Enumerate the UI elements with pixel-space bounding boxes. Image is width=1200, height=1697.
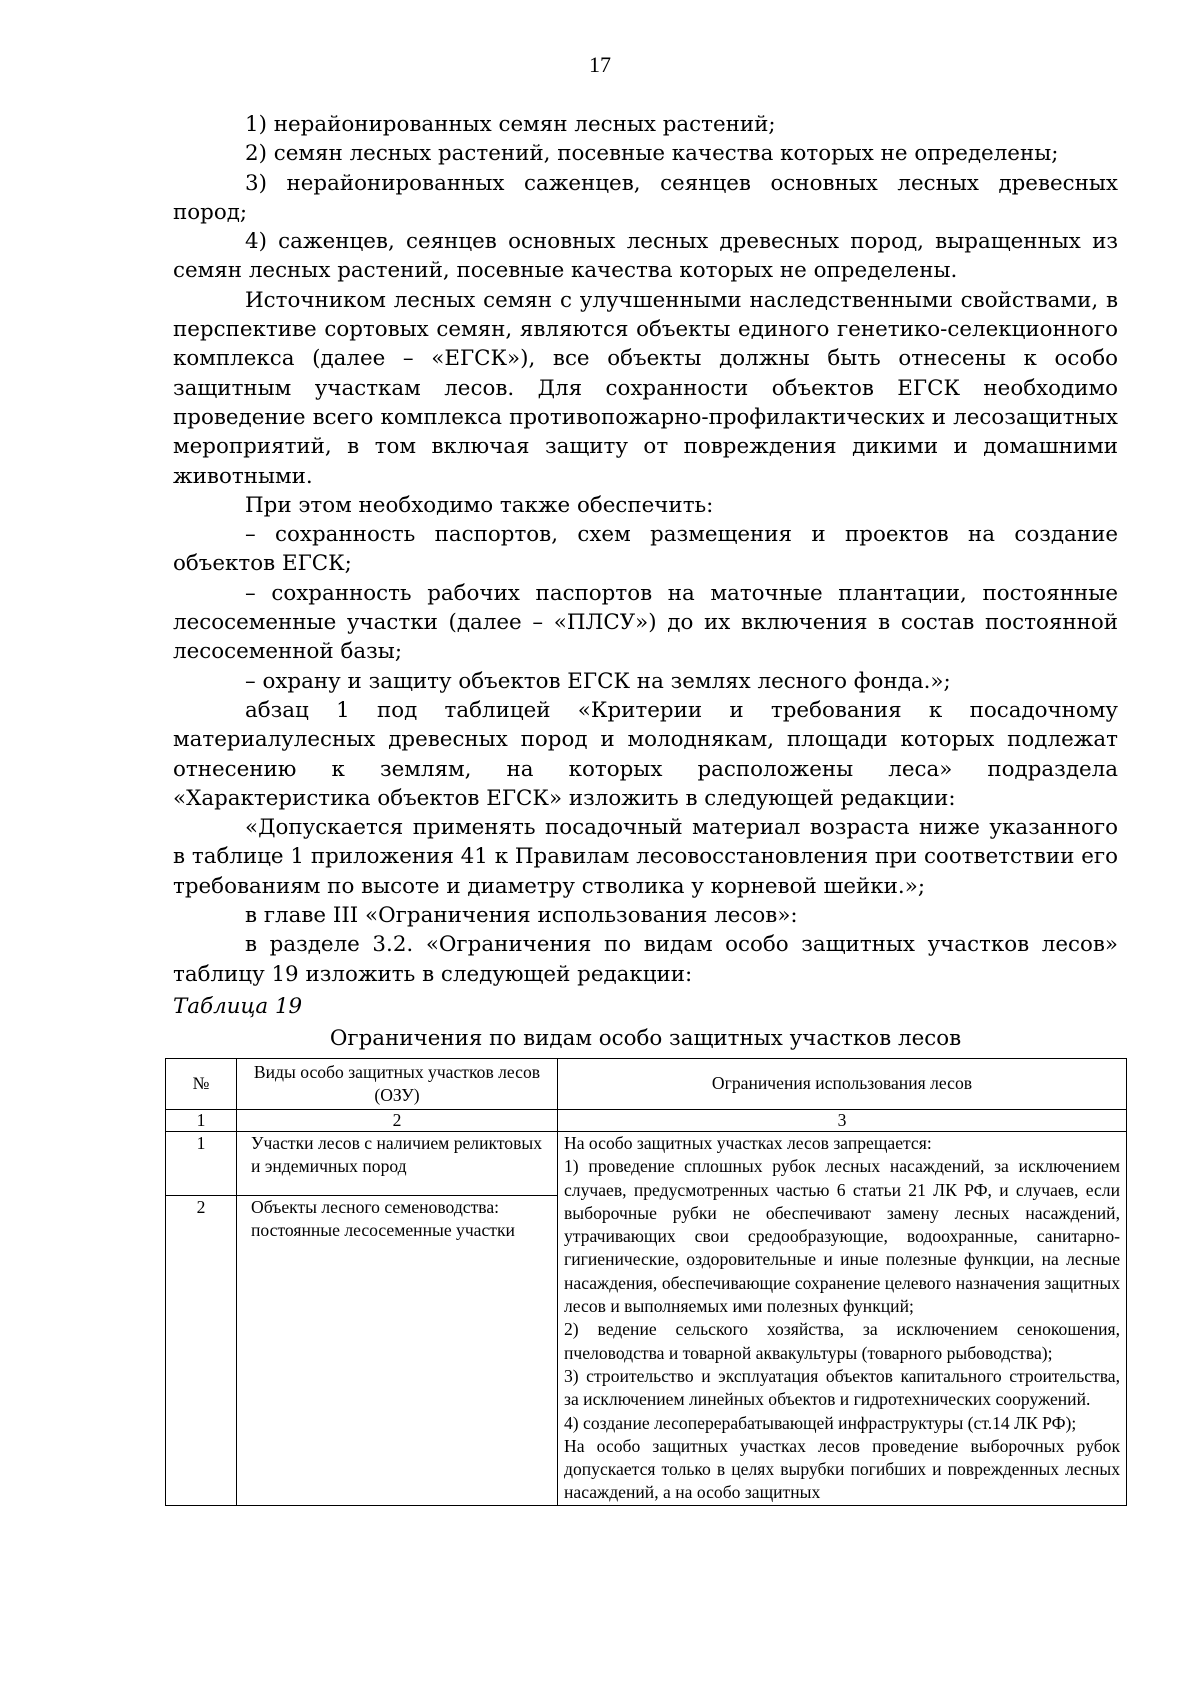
ozu-type: Участки лесов с наличием реликтовых и эндемичных пород	[237, 1132, 558, 1196]
paragraph: «Допускается применять посадочный материал возраста ниже указанного в таблице 1 приложения 41 к Правилам лесовосстановления при соответствии его требованиям по высоте и диаметру стволика у корневой шейки.»;	[173, 815, 1118, 899]
header-ozu-type: Виды особо защитных участков лесов (ОЗУ)	[237, 1059, 558, 1110]
restriction-text: 4) создание лесоперерабатывающей инфраструктуры (ст.14 ЛК РФ);	[564, 1412, 1077, 1433]
list-item: 2) семян лесных растений, посевные качества которых не определены;	[245, 141, 1059, 167]
header-number: №	[166, 1059, 237, 1110]
list-item: 3) нерайонированных саженцев, сеянцев основных лесных древесных пород;	[173, 170, 1118, 225]
table-label: Таблица 19	[173, 993, 303, 1019]
paragraph: в разделе 3.2. «Ограничения по видам особо защитных участков лесов» таблицу 19 изложить в следующей редакции:	[173, 932, 1118, 987]
list-item: 1) нерайонированных семян лесных растений;	[245, 112, 776, 137]
paragraph: Источником лесных семян с улучшенными наследственными свойствами, в перспективе сортовых семян, являются объекты единого генетико-селекционного комплекса (далее – «ЕГСК»), все объекты должны быть отнесены к особо защитным участкам лесов. Для сохранности объектов ЕГСК необходимо проведение всего комплекса противопожарно-профилактических и лесозащитных мероприятий, в том включая защиту от повреждения дикими и домашними животными.	[173, 287, 1118, 489]
row-number: 2	[166, 1196, 237, 1506]
dash-item: – сохранность рабочих паспортов на маточные плантации, постоянные лесосеменные участки (далее – «ПЛСУ») до их включения в состав постоянной лесосеменной базы;	[173, 580, 1118, 665]
restriction-text: На особо защитных участках лесов проведение выборочных рубок допускается только в целях вырубки погибших и поврежденных лесных насаждений, а на особо защитных	[564, 1435, 1120, 1503]
list-item: 4) саженцев, сеянцев основных лесных древесных пород, выращенных из семян лесных растений, посевные качества которых не определены.	[173, 229, 1118, 284]
column-number: 2	[237, 1110, 558, 1132]
table-header-row	[166, 1059, 1127, 1110]
column-number: 3	[558, 1110, 1127, 1132]
restrictions-cell	[558, 1132, 1127, 1506]
document-body	[173, 110, 1118, 1054]
restriction-text: На особо защитных участках лесов запрещается:	[564, 1133, 932, 1153]
table-title: Ограничения по видам особо защитных участков лесов	[329, 1026, 962, 1052]
table-column-numbers	[166, 1110, 1127, 1132]
dash-item: – охрану и защиту объектов ЕГСК на землях лесного фонда.»;	[245, 668, 951, 694]
restriction-text: 1) проведение сплошных рубок лесных насаждений, за исключением случаев, предусмотренных частью 6 статьи 21 ЛК РФ, и случаев, если выборочные рубки не обеспечивают замену лесных насаждений, утрачивающих свои средообразующие, водоохранные, санитарно-гигиенические, оздоровительные и иные полезные функции, на лесные насаждения, обеспечивающие сохранение целевого назначения защитных лесов и выполняемых ими полезных функций;	[564, 1156, 1120, 1317]
paragraph: При этом необходимо также обеспечить:	[245, 492, 714, 518]
column-number: 1	[166, 1110, 237, 1132]
restriction-text: 2) ведение сельского хозяйства, за исключением сенокошения, пчеловодства и товарной аквакультуры (товарного рыбоводства);	[564, 1319, 1120, 1363]
ozu-type: Объекты лесного семеноводства: постоянные лесосеменные участки	[237, 1196, 558, 1506]
paragraph: в главе III «Ограничения использования лесов»:	[245, 903, 798, 929]
restriction-text: 3) строительство и эксплуатация объектов капитального строительства, за исключением линейных объектов и гидротехнических сооружений.	[564, 1365, 1120, 1410]
page-number: 17	[589, 52, 611, 77]
restrictions-table	[165, 1058, 1127, 1506]
header-restrictions: Ограничения использования лесов	[558, 1059, 1127, 1110]
row-number: 1	[166, 1132, 237, 1196]
table-row	[166, 1132, 1127, 1196]
dash-item: – сохранность паспортов, схем размещения и проектов на создание объектов ЕГСК;	[173, 522, 1118, 577]
paragraph: абзац 1 под таблицей «Критерии и требования к посадочному материалулесных древесных пород и молоднякам, площади которых подлежат отнесению к землям, на которых расположены леса» подраздела «Характеристика объектов ЕГСК» изложить в следующей редакции:	[173, 697, 1118, 811]
